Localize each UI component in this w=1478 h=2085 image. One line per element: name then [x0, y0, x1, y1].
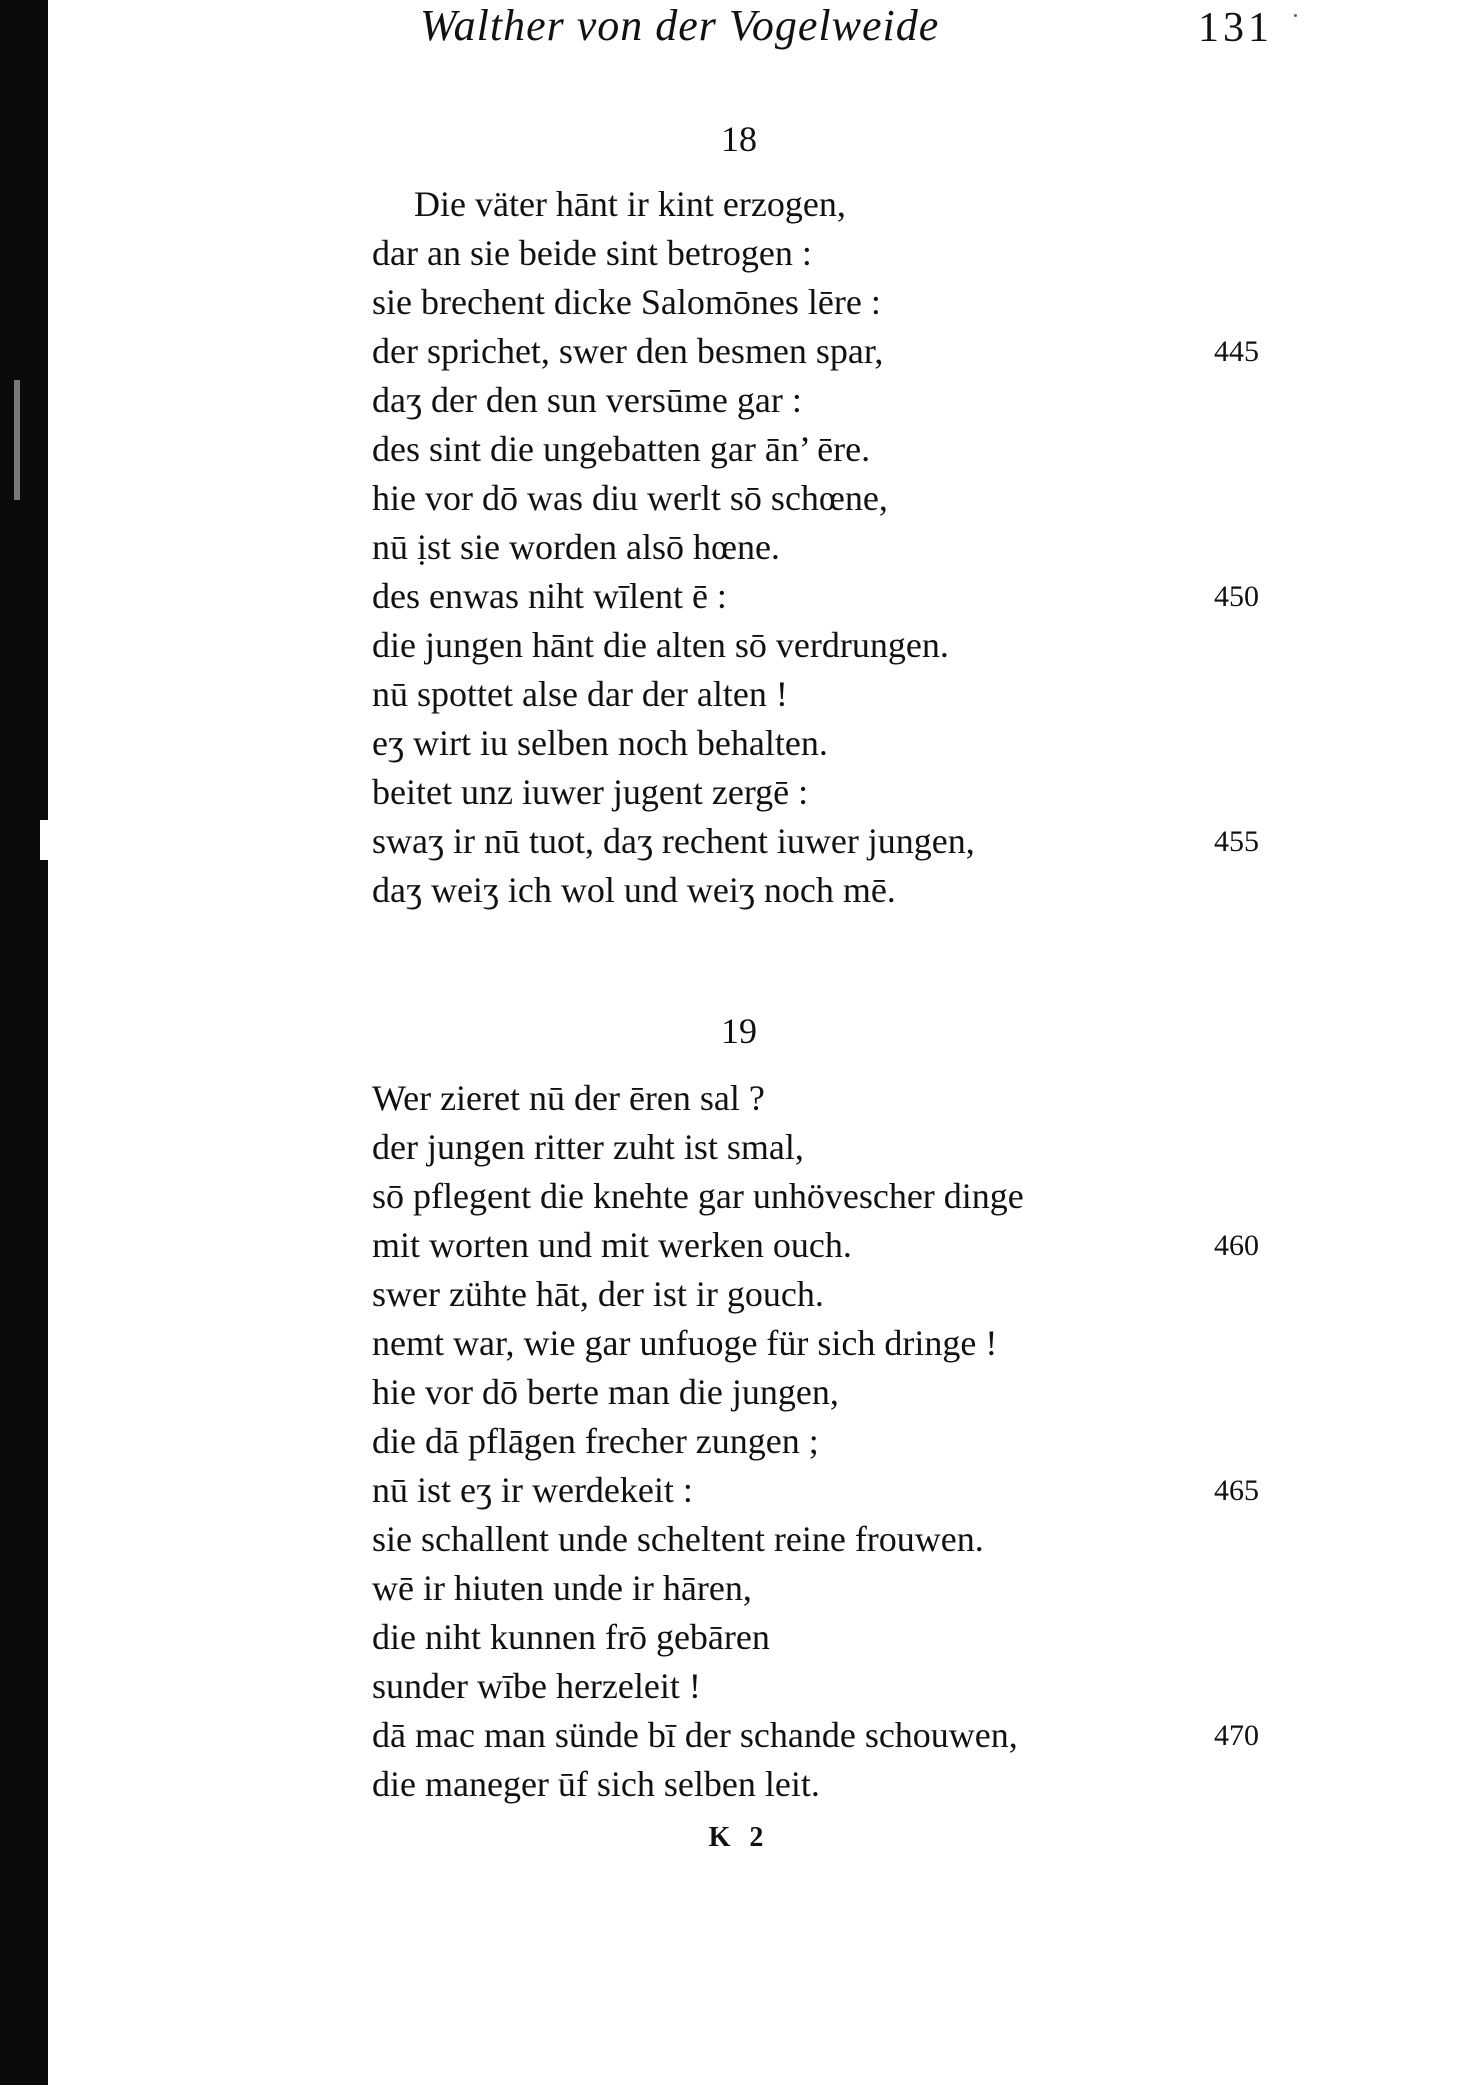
line-number: 450: [1214, 580, 1259, 613]
verse-line: [372, 621, 1372, 670]
verse-line: [372, 229, 1372, 278]
verse-line: [372, 1074, 1372, 1123]
verse-line: [372, 768, 1372, 817]
verse-line: [372, 1417, 1372, 1466]
verse-text: sie schallent unde scheltent reine frouwen.: [372, 1519, 984, 1559]
verse-text: sunder wībe herzeleit !: [372, 1666, 701, 1706]
verse-text: hie vor dō berte man die jungen,: [372, 1372, 839, 1412]
verse-text: daʒ der den sun versūme gar :: [372, 380, 802, 420]
running-head-title: Walther von der Vogelweide: [420, 1, 940, 50]
verse-line: [372, 376, 1372, 425]
verse-text: Wer zieret nū der ēren sal ?: [372, 1078, 765, 1118]
verse-line: [372, 1515, 1372, 1564]
verse-line: [372, 278, 1372, 327]
poem-number-19: 19: [721, 1011, 757, 1051]
speck-mark: [1294, 14, 1297, 17]
poem-number-18: 18: [721, 119, 757, 159]
verse-text: die niht kunnen frō gebāren: [372, 1617, 770, 1657]
verse-line: [372, 670, 1372, 719]
verse-line: [372, 719, 1372, 768]
verse-text: sō pflegent die knehte gar unhövescher dinge: [372, 1176, 1024, 1216]
verse-text: wē ir hiuten unde ir hāren,: [372, 1568, 752, 1608]
verse-line: [372, 1123, 1372, 1172]
verse-line: [372, 327, 1372, 376]
verse-line: [372, 1221, 1372, 1270]
verse-line: [372, 1760, 1372, 1809]
page-edge-highlight: [14, 380, 20, 500]
line-number: 460: [1214, 1229, 1259, 1262]
verse-text: hie vor dō was diu werlt sō schœne,: [372, 478, 888, 518]
verse-text: des enwas niht wīlent ē :: [372, 576, 727, 616]
verse-line: [372, 1270, 1372, 1319]
page-number: 131: [1198, 5, 1273, 51]
verse-line: [372, 1711, 1372, 1760]
line-number: 445: [1214, 335, 1259, 368]
verse-text: die jungen hānt die alten sō verdrungen.: [372, 625, 949, 665]
verse-line: [372, 1466, 1372, 1515]
verse-line: [372, 1172, 1372, 1221]
verse-text: nū ist eʒ ir werdekeit :: [372, 1470, 693, 1510]
verse-line: [372, 817, 1372, 866]
verse-line: [372, 425, 1372, 474]
verse-text: Die väter hānt ir kint erzogen,: [414, 184, 846, 224]
verse-line: [372, 1319, 1372, 1368]
verse-text: dā mac man sünde bī der schande schouwen,: [372, 1715, 1018, 1755]
verse-line: [372, 474, 1372, 523]
verse-line: [372, 1368, 1372, 1417]
verse-line: [372, 180, 1372, 229]
page-edge-notch: [40, 820, 50, 860]
verse-text: dar an sie beide sint betrogen :: [372, 233, 812, 273]
verse-text: der sprichet, swer den besmen spar,: [372, 331, 884, 371]
verse-text: daʒ weiʒ ich wol und weiʒ noch mē.: [372, 870, 896, 910]
verse-text: swer zühte hāt, der ist ir gouch.: [372, 1274, 824, 1314]
line-number: 465: [1214, 1474, 1259, 1507]
line-number: 470: [1214, 1719, 1259, 1752]
verse-line: [372, 866, 1372, 915]
verse-text: nū spottet alse dar der alten !: [372, 674, 788, 714]
verse-line: [372, 523, 1372, 572]
verse-text: die maneger ūf sich selben leit.: [372, 1764, 820, 1804]
signature-mark: K 2: [708, 1822, 770, 1853]
verse-line: [372, 1564, 1372, 1613]
verse-text: der jungen ritter zuht ist smal,: [372, 1127, 804, 1167]
verse-line: [372, 572, 1372, 621]
verse-text: sie brechent dicke Salomōnes lēre :: [372, 282, 881, 322]
poem-19-stanza: [372, 1074, 1372, 1809]
verse-text: nū ịst sie worden alsō hœne.: [372, 527, 780, 567]
verse-text: des sint die ungebatten gar ān’ ēre.: [372, 429, 871, 469]
verse-text: beitet unz iuwer jugent zergē :: [372, 772, 809, 812]
verse-text: die dā pflāgen frecher zungen ;: [372, 1421, 819, 1461]
verse-line: [372, 1662, 1372, 1711]
line-number: 455: [1214, 825, 1259, 858]
poem-18-stanza: [372, 180, 1372, 915]
verse-text: nemt war, wie gar unfuoge für sich dringe !: [372, 1323, 998, 1363]
verse-text: swaʒ ir nū tuot, daʒ rechent iuwer jungen,: [372, 821, 975, 861]
verse-text: mit worten und mit werken ouch.: [372, 1225, 852, 1265]
verse-text: eʒ wirt iu selben noch behalten.: [372, 723, 828, 763]
verse-line: [372, 1613, 1372, 1662]
